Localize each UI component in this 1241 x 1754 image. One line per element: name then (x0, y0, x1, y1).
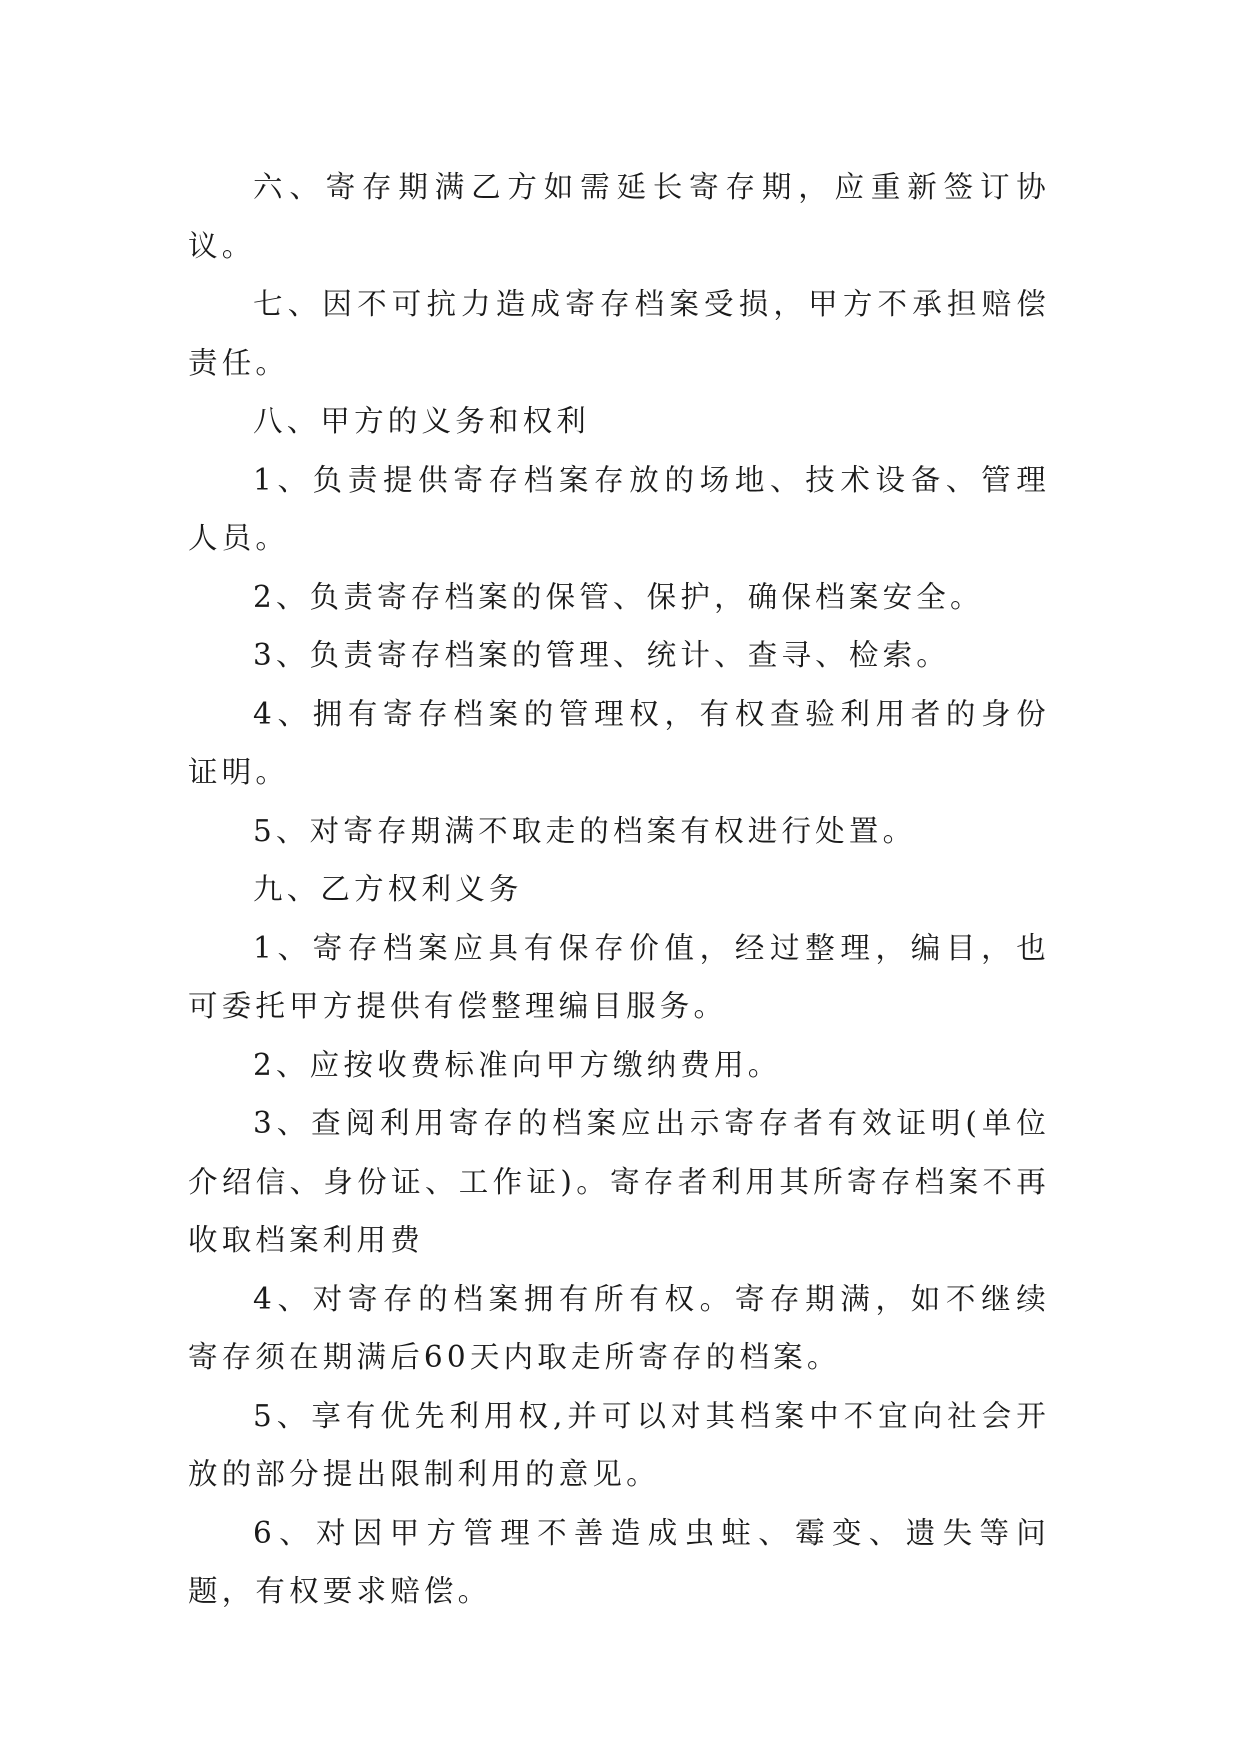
party-b-item-6: 6、对因甲方管理不善造成虫蛀、霉变、遗失等问题，有权要求赔偿。 (188, 1515, 1050, 1608)
party-a-item-2: 2、负责寄存档案的保管、保护，确保档案安全。 (253, 579, 984, 614)
document-body (188, 158, 1050, 1621)
paragraph-6-extension: 六、寄存期满乙方如需延长寄存期，应重新签订协议。 (188, 170, 1050, 263)
party-b-item-2: 2、应按收费标准向甲方缴纳费用。 (253, 1047, 782, 1082)
party-a-item-5: 5、对寄存期满不取走的档案有权进行处置。 (253, 813, 917, 848)
party-a-item-1: 1、负责提供寄存档案存放的场地、技术设备、管理人员。 (188, 462, 1050, 555)
party-b-item-5: 5、享有优先利用权,并可以对其档案中不宜向社会开放的部分提出限制利用的意见。 (188, 1398, 1050, 1491)
party-a-item-3: 3、负责寄存档案的管理、统计、查寻、检索。 (253, 638, 950, 672)
section-heading-party-a: 八、甲方的义务和权利 (253, 404, 591, 438)
party-a-item-4: 4、拥有寄存档案的管理权，有权查验利用者的身份证明。 (188, 696, 1050, 789)
party-b-item-3: 3、查阅利用寄存的档案应出示寄存者有效证明(单位介绍信、身份证、工作证)。寄存者利用其所寄存档案不再收取档案利用费 (188, 1106, 1050, 1257)
party-b-item-1: 1、寄存档案应具有保存价值，经过整理，编目，也可委托甲方提供有偿整理编目服务。 (188, 930, 1050, 1023)
paragraph-7-force-majeure: 七、因不可抗力造成寄存档案受损，甲方不承担赔偿责任。 (188, 287, 1050, 380)
section-heading-party-b: 九、乙方权利义务 (253, 872, 523, 906)
party-b-item-4: 4、对寄存的档案拥有所有权。寄存期满，如不继续寄存须在期满后60天内取走所寄存的档案。 (188, 1281, 1050, 1374)
